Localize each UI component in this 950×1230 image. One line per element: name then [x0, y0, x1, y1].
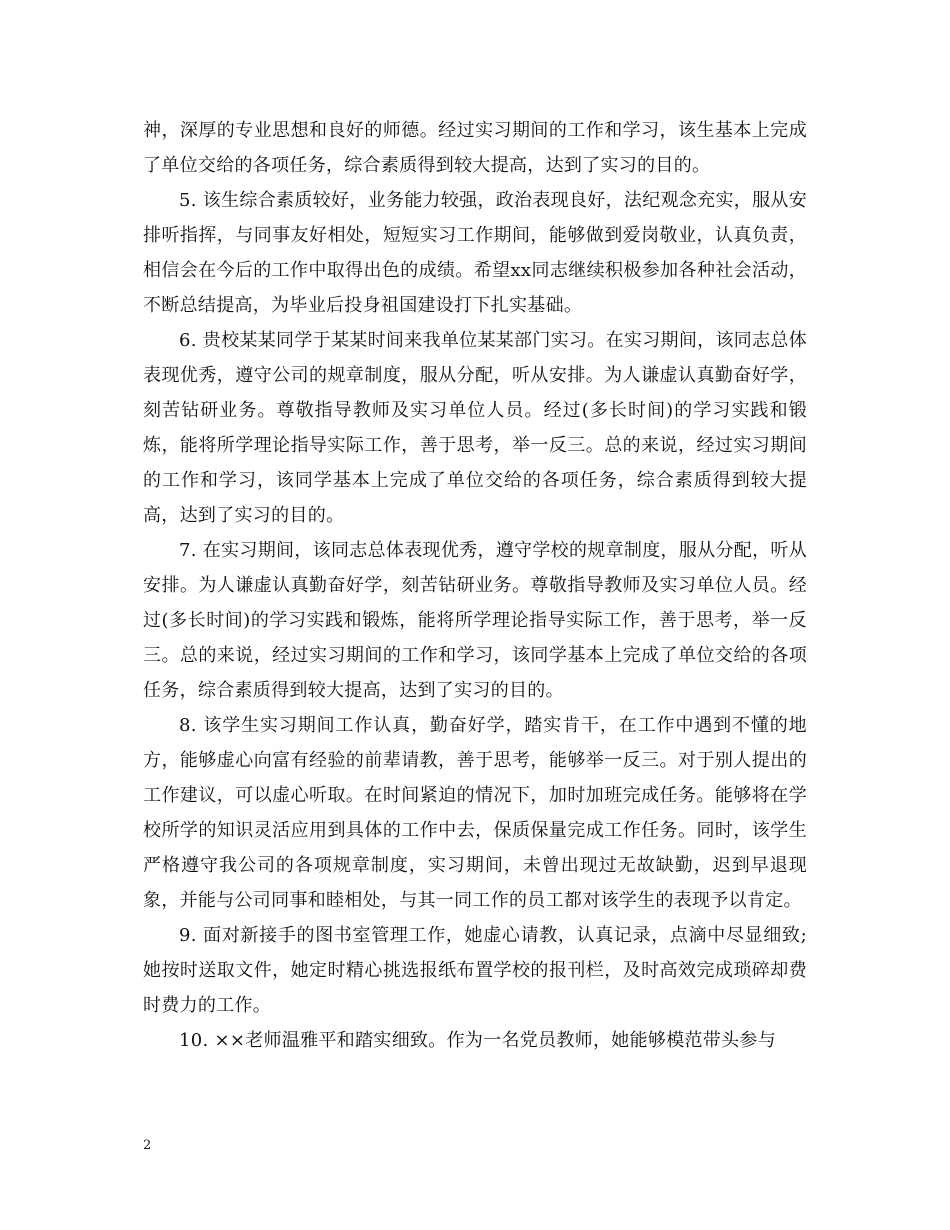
paragraph-item-5: 5. 该生综合素质较好，业务能力较强，政治表现良好，法纪观念充实，服从安排听指挥，与同事友好相处，短短实习工作期间，能够做到爱岗敬业，认真负责，相信会在今后的工作中取得出色的成绩。希望xx同志继续积极参加各种社会活动，不断总结提高，为毕业后投身祖国建设打下扎实基础。 [143, 190, 807, 316]
document-body [143, 113, 807, 1058]
paragraph-continued: 神，深厚的专业思想和良好的师德。经过实习期间的工作和学习，该生基本上完成了单位交给的各项任务，综合素质得到较大提高，达到了实习的目的。 [143, 120, 807, 176]
paragraph-item-10: 10. ××老师温雅平和踏实细致。作为一名党员教师，她能够模范带头参与 [179, 1030, 777, 1051]
page-number: 2 [143, 1138, 152, 1153]
paragraph-item-6: 6. 贵校某某同学于某某时间来我单位某某部门实习。在实习期间，该同志总体表现优秀，遵守公司的规章制度，服从分配，听从安排。为人谦虚认真勤奋好学，刻苦钻研业务。尊敬指导教师及实习单位人员。经过(多长时间)的学习实践和锻炼，能将所学理论指导实际工作，善于思考，举一反三。总的来说，经过实习期间的工作和学习，该同学基本上完成了单位交给的各项任务，综合素质得到较大提高，达到了实习的目的。 [143, 330, 807, 526]
paragraph-item-7: 7. 在实习期间，该同志总体表现优秀，遵守学校的规章制度，服从分配，听从安排。为人谦虚认真勤奋好学，刻苦钻研业务。尊敬指导教师及实习单位人员。经过(多长时间)的学习实践和锻炼，能将所学理论指导实际工作，善于思考，举一反三。总的来说，经过实习期间的工作和学习，该同学基本上完成了单位交给的各项任务，综合素质得到较大提高，达到了实习的目的。 [143, 540, 807, 701]
paragraph-item-9: 9. 面对新接手的图书室管理工作，她虚心请教，认真记录，点滴中尽显细致;她按时送取文件，她定时精心挑选报纸布置学校的报刊栏，及时高效完成琐碎却费时费力的工作。 [143, 925, 807, 1016]
paragraph-item-8: 8. 该学生实习期间工作认真，勤奋好学，踏实肯干，在工作中遇到不懂的地方，能够虚心向富有经验的前辈请教，善于思考，能够举一反三。对于别人提出的工作建议，可以虚心听取。在时间紧迫的情况下，加时加班完成任务。能够将在学校所学的知识灵活应用到具体的工作中去，保质保量完成工作任务。同时，该学生严格遵守我公司的各项规章制度，实习期间，未曾出现过无故缺勤，迟到早退现象，并能与公司同事和睦相处，与其一同工作的员工都对该学生的表现予以肯定。 [143, 715, 807, 911]
